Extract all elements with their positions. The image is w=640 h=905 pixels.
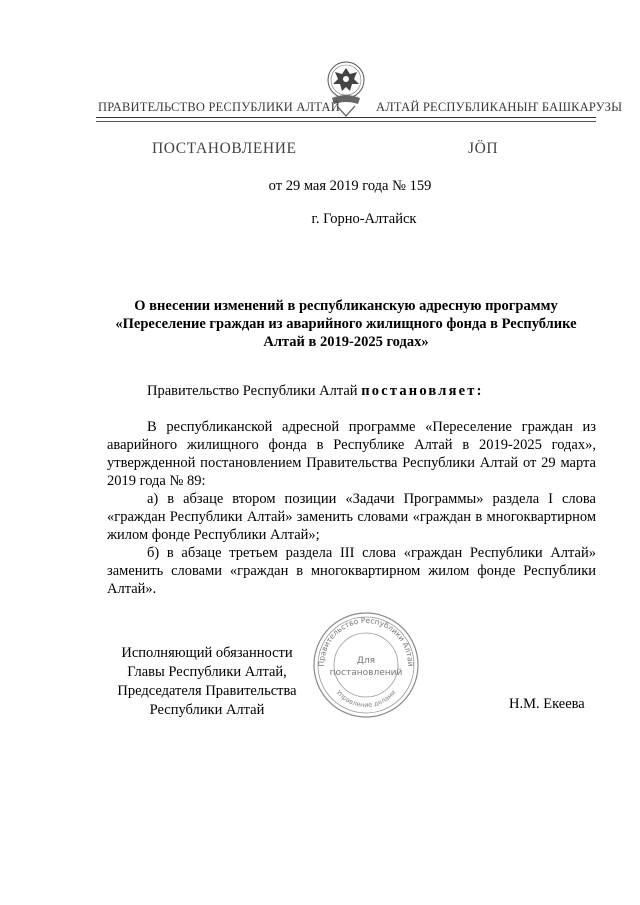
body-paragraph-intro: В республиканской адресной программе «Переселение граждан из аварийного жилищного фонда в Республике Алтай в 2019-2025 годах», утвержденной постановлением Правительства Республики Алтай от 29 марта 2019 года № 89: xyxy=(107,419,596,489)
official-stamp xyxy=(312,611,420,719)
stamp-center-line2: постановлений xyxy=(329,668,403,678)
preamble-action: постановляет: xyxy=(361,383,484,399)
body-paragraph-b: б) в абзаце третьем раздела III слова «граждан Республики Алтай» заменить словами «граждан в многоквартирном жилом фонде Республики Алтай». xyxy=(107,545,596,597)
header-divider xyxy=(96,117,596,118)
stamp-center-line1: Для xyxy=(356,656,376,666)
document-date: от 29 мая 2019 года № 159 xyxy=(268,178,432,194)
stamp-ring-top: Правительство Республики Алтай xyxy=(316,615,416,667)
document-title: О внесении изменений в республиканскую адресную программу «Переселение граждан из аварийного жилищного фонда в Республике Алтай в 2019-2025 годах» xyxy=(115,298,577,350)
signatory-title-line: Исполняющий обязанности xyxy=(121,645,293,661)
doc-type-altai: ЈӦП xyxy=(468,140,499,157)
header-org-altai: АЛТАЙ РЕСПУБЛИКАНЫҤ БАШКАРУЗЫ xyxy=(376,100,623,114)
signatory-title-line: Республики Алтай xyxy=(149,702,265,718)
signatory-title xyxy=(107,644,307,720)
signatory-title-line: Председателя Правительства xyxy=(117,683,297,699)
signatory-name: Н.М. Екеева xyxy=(509,696,585,712)
stamp-ring-bottom: Управление делами xyxy=(334,688,398,710)
preamble xyxy=(147,383,484,400)
svg-text:Управление делами xyxy=(335,689,398,709)
body-paragraph-a: а) в абзаце втором позиции «Задачи Программы» раздела I слова «граждан Республики Алтай» заменить словами «граждан в многоквартирном жилом фонде Республики Алтай»; xyxy=(107,491,596,543)
signatory-title-line: Главы Республики Алтай, xyxy=(127,664,287,680)
document-body xyxy=(107,418,596,598)
document-city: г. Горно-Алтайск xyxy=(311,211,417,227)
preamble-subject: Правительство Республики Алтай xyxy=(147,383,358,399)
header-divider-thin xyxy=(96,121,596,122)
doc-type-russian: ПОСТАНОВЛЕНИЕ xyxy=(152,140,297,157)
header-org-russian: ПРАВИТЕЛЬСТВО РЕСПУБЛИКИ АЛТАЙ xyxy=(98,100,340,114)
